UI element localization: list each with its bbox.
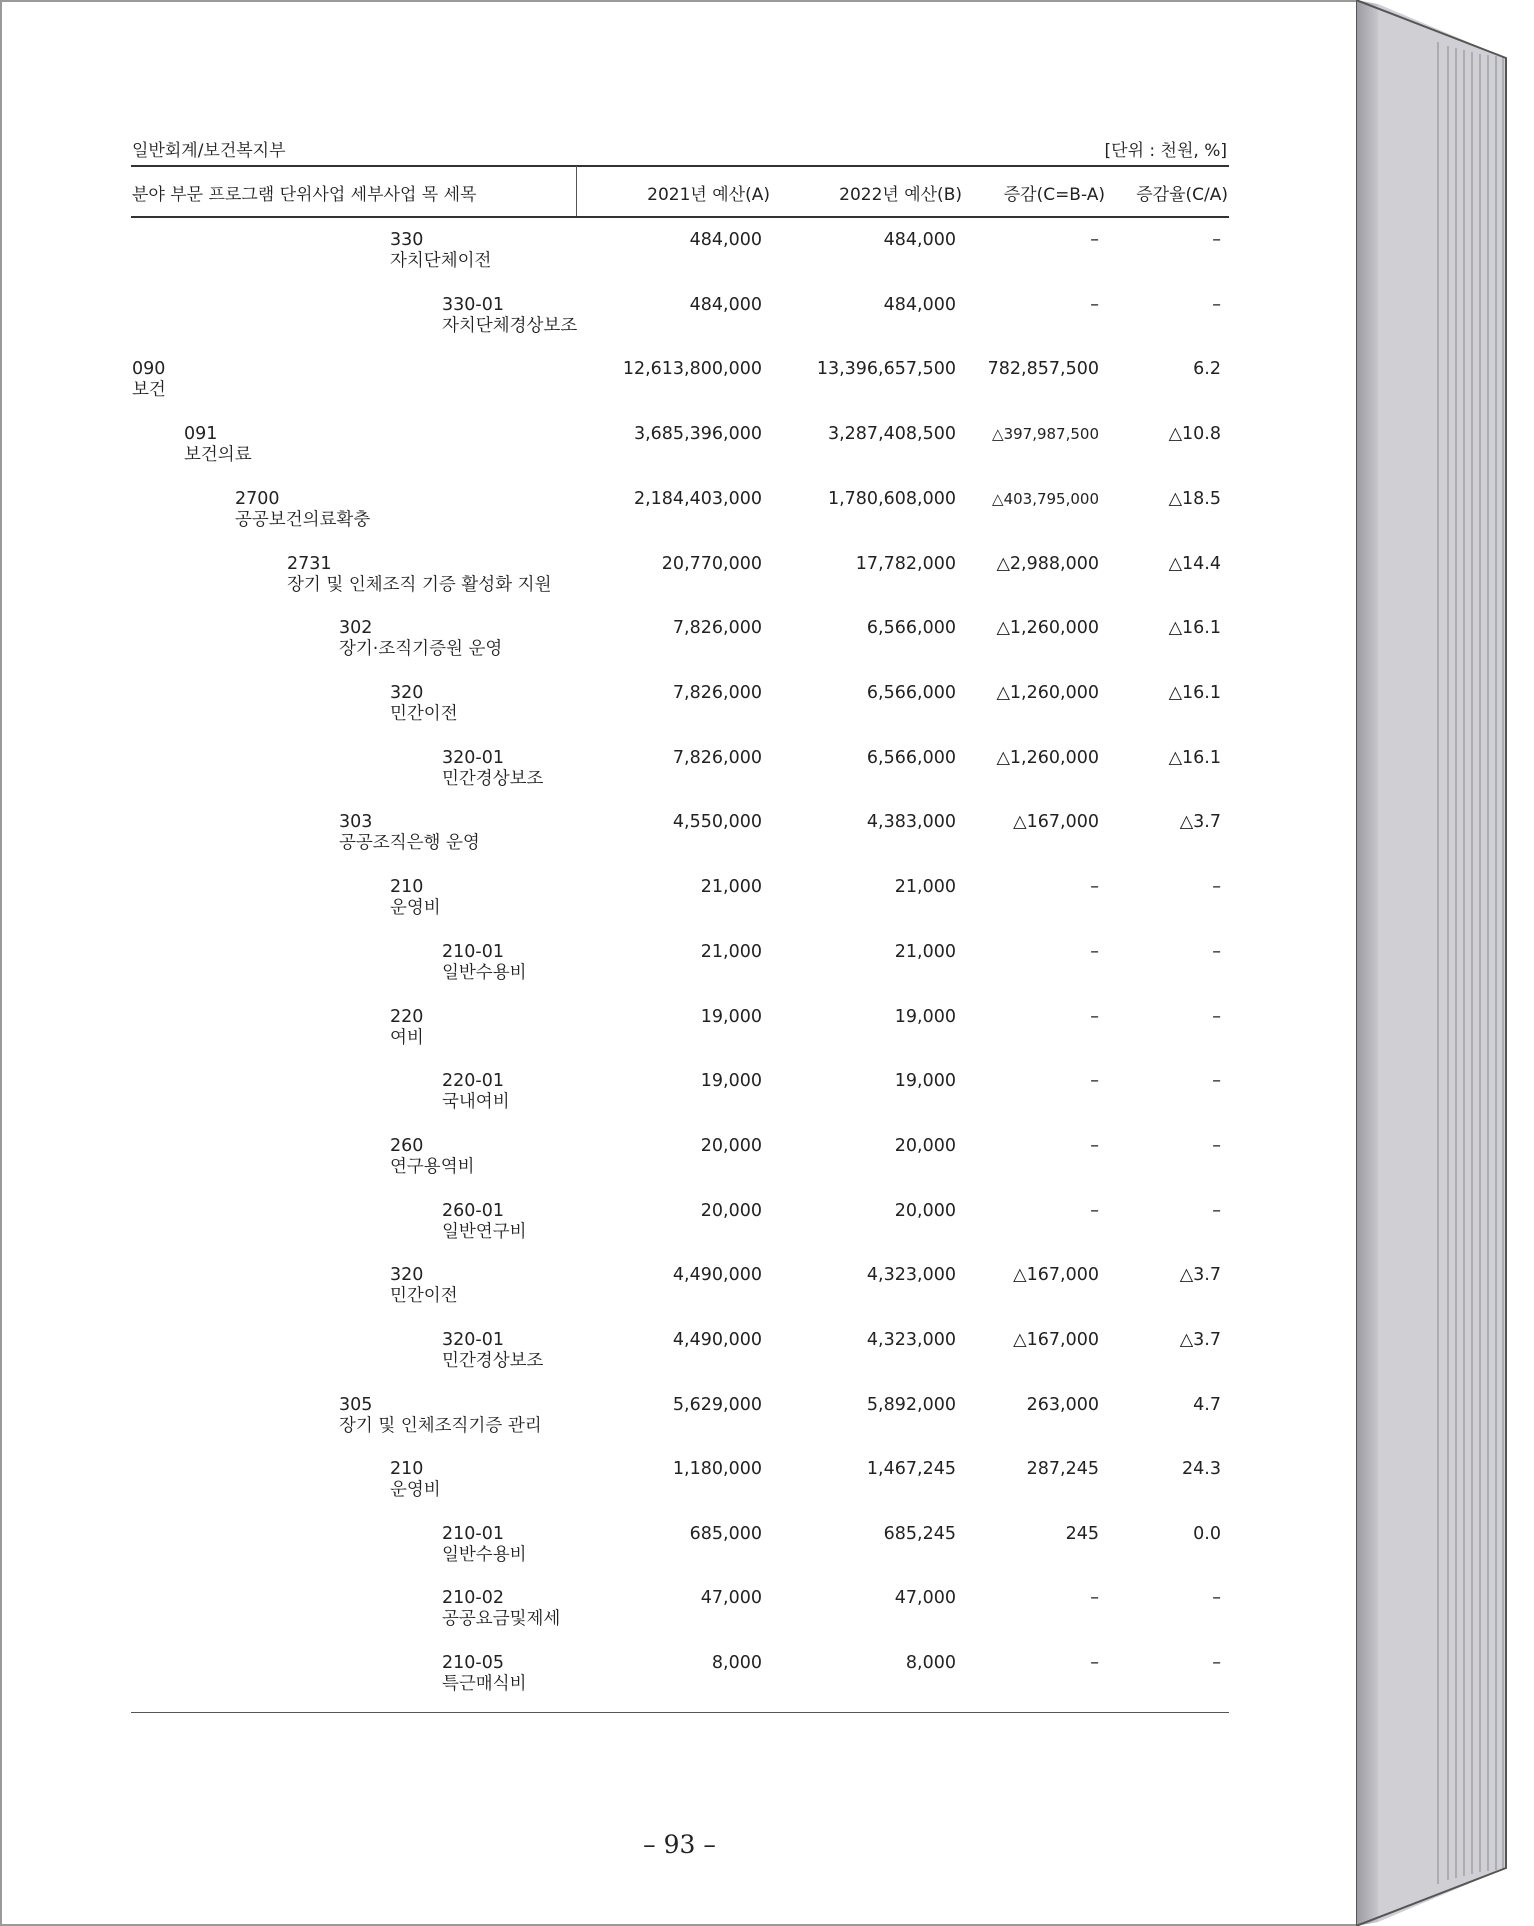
col-header-rate: 증감율(C/A)	[1136, 185, 1228, 205]
item-name: 민간경상보조	[442, 1351, 544, 1371]
budget-2021: 21,000	[700, 942, 762, 962]
budget-2021: 47,000	[700, 1588, 762, 1608]
table-row	[2, 1071, 1359, 1135]
table-row	[2, 230, 1359, 294]
header-separator	[576, 166, 577, 218]
item-code: 260	[390, 1136, 424, 1156]
change-rate: –	[1212, 1136, 1221, 1156]
change: △167,000	[1013, 1265, 1099, 1285]
budget-2022: 6,566,000	[866, 683, 956, 703]
item-code: 320	[390, 1265, 424, 1285]
item-name: 보건의료	[184, 445, 252, 465]
budget-2021: 7,826,000	[672, 748, 762, 768]
item-name: 운영비	[390, 1480, 441, 1500]
col-header-2022: 2022년 예산(B)	[839, 185, 962, 205]
budget-2022: 19,000	[894, 1007, 956, 1027]
change: △397,987,500	[992, 425, 1099, 443]
item-name: 운영비	[390, 898, 441, 918]
table-row	[2, 1588, 1359, 1652]
change-rate: 6.2	[1193, 359, 1221, 379]
item-name: 일반수용비	[442, 963, 527, 983]
budget-2022: 4,323,000	[866, 1330, 956, 1350]
item-name: 여비	[390, 1028, 424, 1048]
budget-2021: 484,000	[689, 295, 762, 315]
table-row	[2, 1524, 1359, 1588]
item-name: 장기 및 인체조직기증 관리	[339, 1416, 542, 1436]
change: –	[1090, 942, 1099, 962]
budget-2022: 4,323,000	[866, 1265, 956, 1285]
table-row	[2, 812, 1359, 876]
table-row	[2, 424, 1359, 488]
change-rate: △16.1	[1168, 683, 1221, 703]
table-row	[2, 942, 1359, 1006]
item-name: 공공조직은행 운영	[339, 833, 480, 853]
change-rate: 4.7	[1193, 1395, 1221, 1415]
budget-2022: 6,566,000	[866, 618, 956, 638]
table-row	[2, 877, 1359, 941]
budget-2022: 484,000	[883, 295, 956, 315]
change-rate: –	[1212, 1653, 1221, 1673]
change: –	[1090, 1201, 1099, 1221]
budget-2022: 13,396,657,500	[816, 359, 956, 379]
change-rate: –	[1212, 1588, 1221, 1608]
table-row	[2, 1265, 1359, 1329]
table-row	[2, 554, 1359, 618]
item-code: 091	[184, 424, 218, 444]
table-row	[2, 1136, 1359, 1200]
table-bottom-rule	[131, 1712, 1229, 1713]
budget-2021: 7,826,000	[672, 683, 762, 703]
item-code: 2700	[235, 489, 280, 509]
item-name: 자치단체경상보조	[442, 316, 578, 336]
table-row	[2, 359, 1359, 423]
change-rate: △3.7	[1179, 1265, 1221, 1285]
budget-2021: 3,685,396,000	[633, 424, 762, 444]
item-code: 320-01	[442, 748, 504, 768]
item-name: 국내여비	[442, 1092, 510, 1112]
change: 263,000	[1026, 1395, 1099, 1415]
item-code: 302	[339, 618, 373, 638]
book-page-stack	[1356, 0, 1534, 1926]
budget-2021: 8,000	[711, 1653, 762, 1673]
change: –	[1090, 1071, 1099, 1091]
item-code: 210-05	[442, 1653, 504, 1673]
budget-2021: 2,184,403,000	[633, 489, 762, 509]
change: –	[1090, 1588, 1099, 1608]
table-row	[2, 1007, 1359, 1071]
item-name: 자치단체이전	[390, 251, 492, 271]
change-rate: △3.7	[1179, 812, 1221, 832]
change-rate: –	[1212, 1071, 1221, 1091]
item-code: 2731	[287, 554, 332, 574]
table-header-rule	[131, 216, 1229, 218]
change-rate: △18.5	[1168, 489, 1221, 509]
change: –	[1090, 230, 1099, 250]
change: △167,000	[1013, 1330, 1099, 1350]
change: 245	[1065, 1524, 1099, 1544]
table-top-rule	[131, 165, 1229, 167]
budget-2021: 5,629,000	[672, 1395, 762, 1415]
budget-2021: 4,550,000	[672, 812, 762, 832]
change-rate: –	[1212, 942, 1221, 962]
budget-2022: 8,000	[905, 1653, 956, 1673]
budget-2021: 685,000	[689, 1524, 762, 1544]
item-code: 303	[339, 812, 373, 832]
item-code: 305	[339, 1395, 373, 1415]
item-name: 연구용역비	[390, 1157, 475, 1177]
change: 287,245	[1026, 1459, 1099, 1479]
budget-2021: 19,000	[700, 1007, 762, 1027]
budget-2021: 4,490,000	[672, 1330, 762, 1350]
change: –	[1090, 1136, 1099, 1156]
budget-2021: 484,000	[689, 230, 762, 250]
budget-2022: 484,000	[883, 230, 956, 250]
change-rate: △3.7	[1179, 1330, 1221, 1350]
item-name: 민간경상보조	[442, 769, 544, 789]
budget-2021: 20,000	[700, 1136, 762, 1156]
item-code: 210-02	[442, 1588, 504, 1608]
budget-2022: 1,780,608,000	[827, 489, 956, 509]
item-name: 공공요금및제세	[442, 1609, 561, 1629]
item-name: 보건	[132, 380, 166, 400]
budget-2022: 17,782,000	[855, 554, 956, 574]
change: –	[1090, 1653, 1099, 1673]
unit-label: [단위 : 천원, %]	[1104, 141, 1227, 161]
table-row	[2, 1330, 1359, 1394]
table-row	[2, 1201, 1359, 1265]
change: △403,795,000	[992, 490, 1099, 508]
budget-2021: 7,826,000	[672, 618, 762, 638]
item-code: 210	[390, 1459, 424, 1479]
change: –	[1090, 877, 1099, 897]
budget-2021: 12,613,800,000	[622, 359, 762, 379]
item-code: 320-01	[442, 1330, 504, 1350]
item-name: 장기·조직기증원 운영	[339, 639, 503, 659]
page-number: – 93 –	[643, 1830, 716, 1859]
budget-2022: 685,245	[883, 1524, 956, 1544]
budget-2022: 20,000	[894, 1136, 956, 1156]
change: △2,988,000	[996, 554, 1099, 574]
table-row	[2, 683, 1359, 747]
budget-2022: 47,000	[894, 1588, 956, 1608]
item-code: 260-01	[442, 1201, 504, 1221]
change: △1,260,000	[996, 748, 1099, 768]
budget-2022: 4,383,000	[866, 812, 956, 832]
table-row	[2, 618, 1359, 682]
budget-2022: 6,566,000	[866, 748, 956, 768]
item-code: 330-01	[442, 295, 504, 315]
item-name: 일반연구비	[442, 1222, 527, 1242]
change-rate: 24.3	[1182, 1459, 1221, 1479]
change: –	[1090, 1007, 1099, 1027]
change-rate: △16.1	[1168, 618, 1221, 638]
change-rate: –	[1212, 295, 1221, 315]
table-row	[2, 489, 1359, 553]
budget-2021: 21,000	[700, 877, 762, 897]
budget-2021: 4,490,000	[672, 1265, 762, 1285]
col-header-label: 분야 부문 프로그램 단위사업 세부사업 목 세목	[132, 185, 477, 205]
change: △167,000	[1013, 812, 1099, 832]
change-rate: △16.1	[1168, 748, 1221, 768]
change: 782,857,500	[987, 359, 1099, 379]
budget-2022: 21,000	[894, 942, 956, 962]
budget-2022: 5,892,000	[866, 1395, 956, 1415]
change-rate: –	[1212, 1201, 1221, 1221]
table-row	[2, 1653, 1359, 1717]
change-rate: –	[1212, 1007, 1221, 1027]
budget-2021: 20,000	[700, 1201, 762, 1221]
table-row	[2, 748, 1359, 812]
item-code: 220	[390, 1007, 424, 1027]
item-code: 210-01	[442, 942, 504, 962]
table-row	[2, 295, 1359, 359]
item-name: 민간이전	[390, 704, 458, 724]
item-code: 090	[132, 359, 166, 379]
budget-2022: 1,467,245	[866, 1459, 956, 1479]
change-rate: △14.4	[1168, 554, 1221, 574]
item-code: 210	[390, 877, 424, 897]
item-code: 320	[390, 683, 424, 703]
item-code: 210-01	[442, 1524, 504, 1544]
item-name: 민간이전	[390, 1286, 458, 1306]
change-rate: 0.0	[1193, 1524, 1221, 1544]
item-name: 특근매식비	[442, 1674, 527, 1694]
col-header-2021: 2021년 예산(A)	[647, 185, 770, 205]
table-row	[2, 1459, 1359, 1523]
item-code: 220-01	[442, 1071, 504, 1091]
table-row	[2, 1395, 1359, 1459]
col-header-change: 증감(C=B-A)	[1003, 185, 1105, 205]
change: –	[1090, 295, 1099, 315]
budget-2021: 19,000	[700, 1071, 762, 1091]
budget-2021: 20,770,000	[661, 554, 762, 574]
budget-2022: 20,000	[894, 1201, 956, 1221]
budget-2022: 21,000	[894, 877, 956, 897]
item-code: 330	[390, 230, 424, 250]
change-rate: △10.8	[1168, 424, 1221, 444]
change-rate: –	[1212, 230, 1221, 250]
item-name: 장기 및 인체조직 기증 활성화 지원	[287, 575, 552, 595]
change-rate: –	[1212, 877, 1221, 897]
change: △1,260,000	[996, 683, 1099, 703]
item-name: 일반수용비	[442, 1545, 527, 1565]
budget-2021: 1,180,000	[672, 1459, 762, 1479]
item-name: 공공보건의료확충	[235, 510, 371, 530]
account-title: 일반회계/보건복지부	[132, 141, 286, 161]
change: △1,260,000	[996, 618, 1099, 638]
budget-2022: 3,287,408,500	[827, 424, 956, 444]
budget-2022: 19,000	[894, 1071, 956, 1091]
